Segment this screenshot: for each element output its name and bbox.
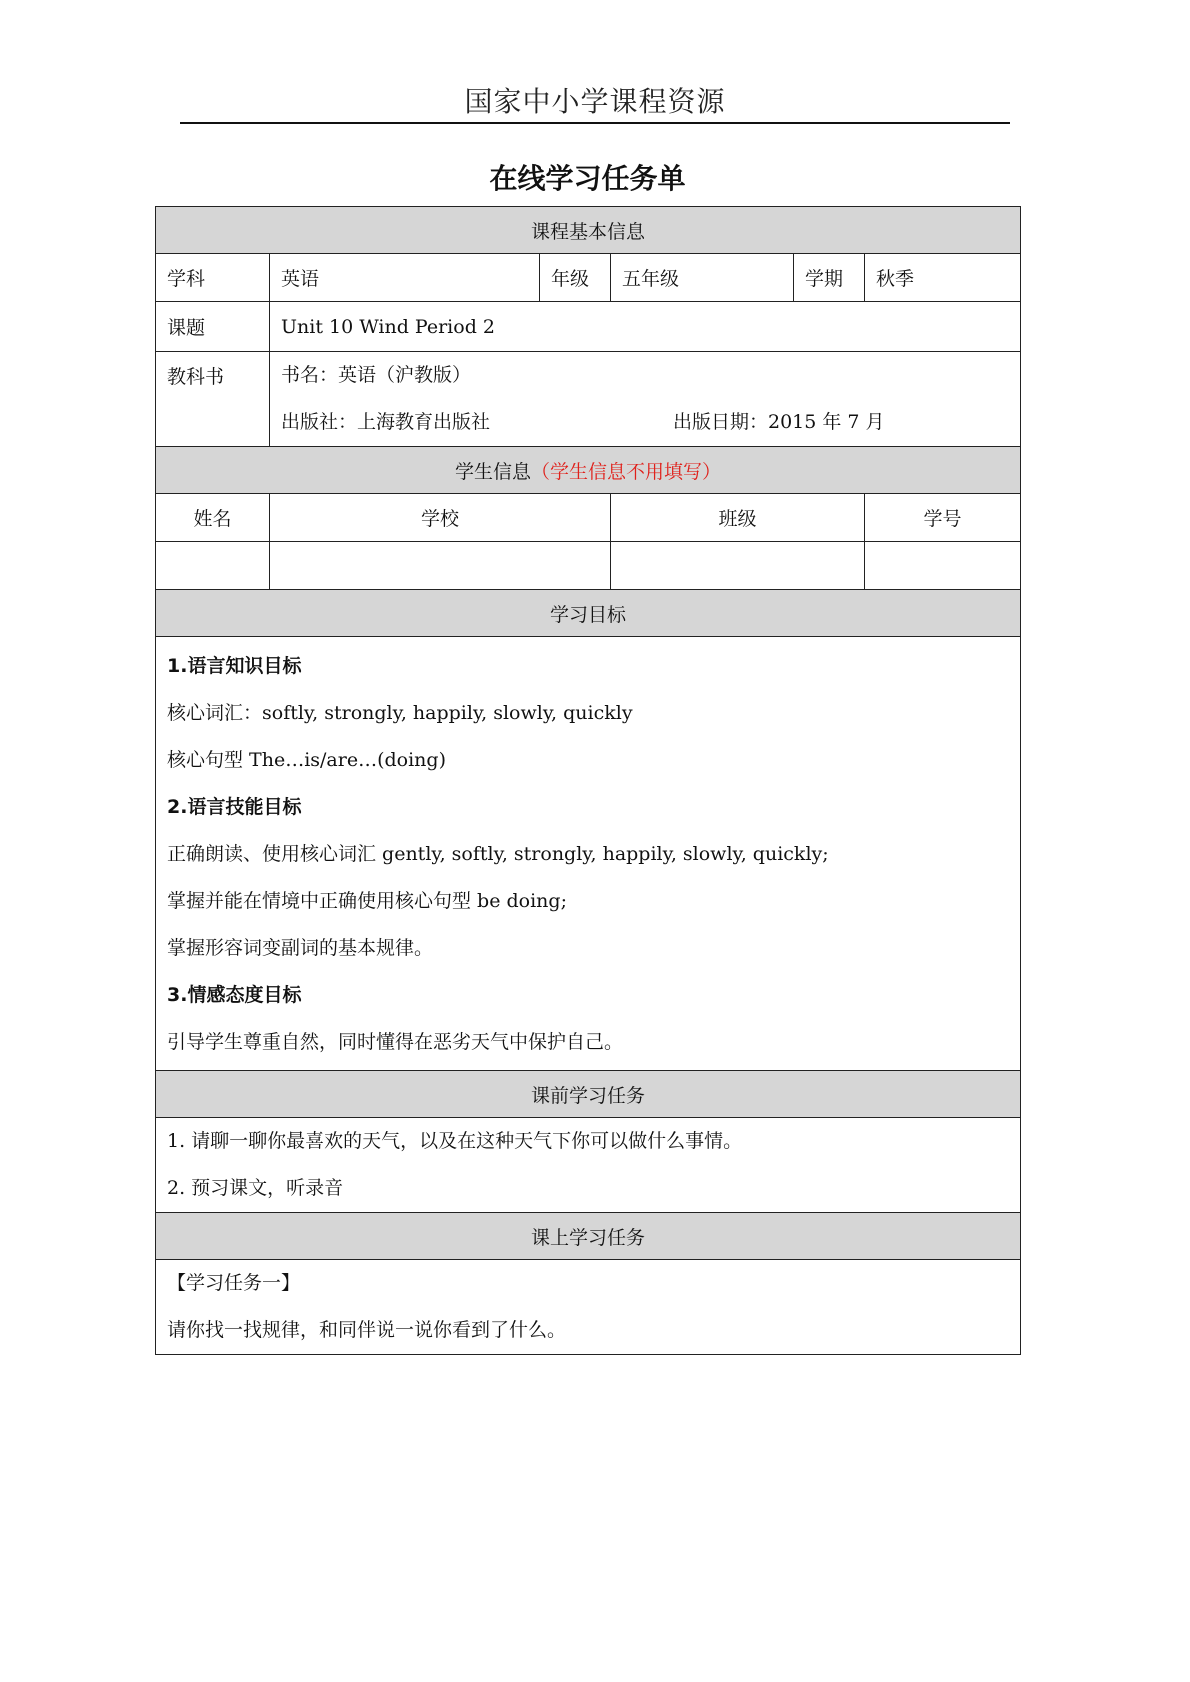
student-info-title: 学生信息 [455, 460, 532, 483]
student-info-note: （学生信息不用填写） [531, 460, 722, 483]
student-name-field[interactable] [156, 542, 270, 590]
in-class-content [156, 1260, 1021, 1355]
site-title: 国家中小学课程资源 [464, 85, 726, 118]
subject-value: 英语 [270, 254, 540, 302]
course-info-header: 课程基本信息 [156, 207, 1021, 254]
term-label: 学期 [794, 254, 865, 302]
goal-line: 掌握形容词变副词的基本规律。 [167, 937, 434, 959]
student-col-class: 班级 [611, 494, 865, 542]
textbook-info [270, 352, 1021, 447]
in-class-task-title: 【学习任务一】 [167, 1272, 301, 1294]
goal-line: 掌握并能在情境中正确使用核心句型 be doing; [167, 890, 567, 912]
topic-value: Unit 10 Wind Period 2 [270, 302, 1021, 352]
student-class-field[interactable] [611, 542, 865, 590]
student-col-school: 学校 [270, 494, 611, 542]
document-title: 在线学习任务单 [489, 162, 686, 195]
goal-heading-knowledge: 1.语言知识目标 [167, 655, 302, 677]
pre-class-header: 课前学习任务 [156, 1071, 1021, 1118]
goal-line: 正确朗读、使用核心词汇 gently, softly, strongly, happily, slowly, quickly; [167, 843, 829, 865]
student-id-field[interactable] [865, 542, 1021, 590]
textbook-publisher: 出版社：上海教育出版社 [281, 411, 491, 433]
pre-class-task: 1. 请聊一聊你最喜欢的天气，以及在这种天气下你可以做什么事情。 [167, 1130, 743, 1152]
grade-label: 年级 [540, 254, 611, 302]
textbook-label: 教科书 [156, 352, 270, 447]
goal-line: 核心句型 The…is/are…(doing) [167, 749, 446, 771]
textbook-publisher-row [281, 399, 1009, 446]
task-sheet-table [155, 206, 1021, 1355]
pre-class-content [156, 1118, 1021, 1213]
goal-line: 核心词汇：softly, strongly, happily, slowly, quickly [167, 702, 633, 724]
pre-class-task: 2. 预习课文，听录音 [167, 1177, 344, 1199]
student-col-id: 学号 [865, 494, 1021, 542]
textbook-name: 书名：英语（沪教版） [281, 364, 472, 386]
goal-heading-skills: 2.语言技能目标 [167, 796, 302, 818]
in-class-task-text: 请你找一找规律，和同伴说一说你看到了什么。 [167, 1319, 567, 1341]
topic-label: 课题 [156, 302, 270, 352]
in-class-header: 课上学习任务 [156, 1213, 1021, 1260]
header-divider [180, 122, 1010, 124]
goals-content [156, 637, 1021, 1071]
goal-line: 引导学生尊重自然，同时懂得在恶劣天气中保护自己。 [167, 1031, 624, 1053]
student-info-header [156, 447, 1021, 494]
textbook-publish-date: 出版日期：2015 年 7 月 [673, 411, 885, 433]
student-col-name: 姓名 [156, 494, 270, 542]
goal-heading-attitude: 3.情感态度目标 [167, 984, 302, 1006]
goals-header: 学习目标 [156, 590, 1021, 637]
student-school-field[interactable] [270, 542, 611, 590]
term-value: 秋季 [865, 254, 1021, 302]
subject-label: 学科 [156, 254, 270, 302]
grade-value: 五年级 [611, 254, 794, 302]
